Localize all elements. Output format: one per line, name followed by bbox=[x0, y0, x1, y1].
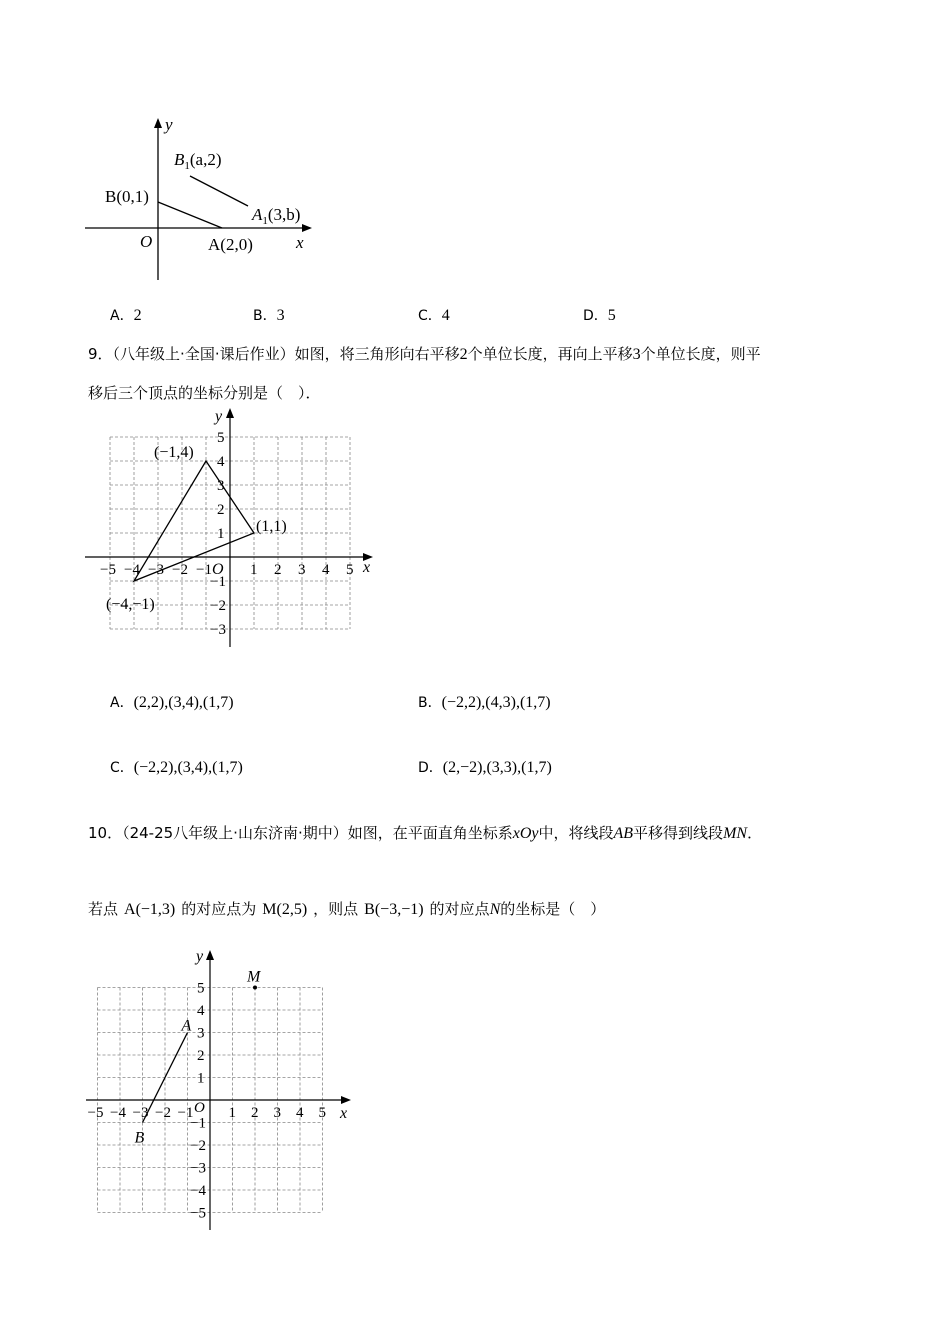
point-m-label: M bbox=[247, 968, 261, 986]
y-tick-label: −5 bbox=[190, 1205, 206, 1222]
x-tick-label: 3 bbox=[298, 562, 306, 578]
y-axis-arrow bbox=[206, 950, 214, 960]
q8-option-a[interactable]: A．2 bbox=[110, 307, 142, 324]
x-tick-label: −2 bbox=[155, 1105, 171, 1121]
x-tick-label: −3 bbox=[132, 1105, 149, 1121]
x-tick-label: −2 bbox=[172, 562, 188, 578]
point-a-label: A bbox=[181, 1017, 192, 1035]
y-tick-label: −1 bbox=[210, 574, 226, 590]
y-tick-label: 4 bbox=[217, 454, 225, 470]
x-tick-label: 1 bbox=[250, 562, 258, 578]
x-tick-label: 3 bbox=[273, 1105, 281, 1121]
point-a-label: A(2,0) bbox=[208, 235, 253, 254]
y-tick-label: 4 bbox=[197, 1003, 205, 1019]
y-tick-label: −1 bbox=[190, 1115, 206, 1132]
q8-figure bbox=[80, 110, 340, 290]
q9-figure bbox=[80, 405, 380, 655]
x-tick-label: −5 bbox=[87, 1105, 104, 1121]
y-tick-label: −3 bbox=[190, 1160, 206, 1177]
y-tick-label: 2 bbox=[217, 502, 225, 518]
point-label: (1,1) bbox=[256, 518, 287, 535]
y-tick-label: 1 bbox=[217, 526, 225, 542]
x-tick-label: −1 bbox=[177, 1105, 194, 1121]
q9-text-line1: 9．（八年级上·全国·课后作业）如图，将三角形向右平移2个单位长度，再向上平移3个单位长度，则平 bbox=[88, 345, 761, 363]
x-tick-label: 2 bbox=[251, 1105, 259, 1121]
q9-option-d[interactable]: D．(2,−2),(3,3),(1,7) bbox=[418, 759, 552, 776]
x-tick-label: −4 bbox=[110, 1105, 126, 1121]
q8-option-d[interactable]: D．5 bbox=[583, 307, 616, 324]
q10-text-line1: 10．（24-25八年级上·山东济南·期中）如图，在平面直角坐标系xOy中，将线段AB平移得到线段MN． bbox=[88, 824, 763, 842]
point-label: (−1,4) bbox=[154, 444, 194, 461]
x-axis-label: x bbox=[340, 1105, 348, 1122]
point-m bbox=[253, 986, 257, 990]
y-tick-label: 3 bbox=[197, 1025, 205, 1042]
q9-option-b[interactable]: B．(−2,2),(4,3),(1,7) bbox=[418, 694, 551, 711]
y-tick-label: −2 bbox=[210, 598, 226, 614]
y-tick-label: 5 bbox=[197, 980, 205, 997]
q9-option-c[interactable]: C．(−2,2),(3,4),(1,7) bbox=[110, 759, 243, 776]
x-tick-label: −4 bbox=[124, 562, 140, 578]
x-tick-label: 1 bbox=[228, 1105, 236, 1121]
q9-option-a[interactable]: A．(2,2),(3,4),(1,7) bbox=[110, 694, 234, 711]
x-tick-label: −1 bbox=[196, 562, 212, 578]
y-axis-arrow bbox=[226, 408, 234, 418]
x-axis-arrow bbox=[341, 1096, 351, 1104]
x-axis-label: x bbox=[296, 233, 304, 252]
x-tick-label: −3 bbox=[148, 562, 164, 578]
x-tick-label: 5 bbox=[318, 1105, 326, 1121]
point-b-label: B bbox=[134, 1129, 145, 1147]
q10-text-line2: 若点 A(−1,3) 的对应点为 M(2,5) ，则点 B(−3,−1) 的对应点N的坐标是（ ） bbox=[88, 900, 606, 918]
point-b-label: B(0,1) bbox=[105, 187, 149, 206]
x-tick-label: 4 bbox=[322, 562, 330, 578]
y-axis-label: y bbox=[165, 115, 173, 134]
origin-label: O bbox=[140, 232, 153, 251]
origin-label: O bbox=[194, 1100, 205, 1116]
point-label: (−4,−1) bbox=[106, 596, 155, 613]
y-tick-label: 1 bbox=[197, 1070, 205, 1087]
x-tick-label: 2 bbox=[274, 562, 282, 578]
q9-text-line2: 移后三个顶点的坐标分别是（ ）． bbox=[88, 384, 321, 402]
x-tick-label: −5 bbox=[100, 562, 116, 578]
y-tick-label: 5 bbox=[217, 430, 225, 446]
x-tick-label: 4 bbox=[296, 1105, 304, 1121]
y-tick-label: −2 bbox=[190, 1138, 206, 1154]
q10-figure bbox=[78, 945, 368, 1235]
y-tick-label: 3 bbox=[217, 478, 225, 494]
q8-option-b[interactable]: B．3 bbox=[253, 307, 285, 324]
y-axis-label: y bbox=[215, 408, 223, 425]
y-tick-label: −4 bbox=[190, 1183, 206, 1199]
x-tick-label: 5 bbox=[346, 562, 354, 578]
origin-label: O bbox=[212, 561, 224, 578]
point-a1-label: $A_1(3,b)$ bbox=[252, 205, 301, 227]
q8-option-c[interactable]: C．4 bbox=[418, 307, 450, 324]
y-tick-label: 2 bbox=[197, 1048, 205, 1064]
y-tick-label: −3 bbox=[210, 622, 226, 638]
point-b1-label: $B_1(a,2)$ bbox=[174, 150, 222, 172]
y-axis-label: y bbox=[196, 948, 204, 965]
x-axis-label: x bbox=[363, 559, 371, 576]
